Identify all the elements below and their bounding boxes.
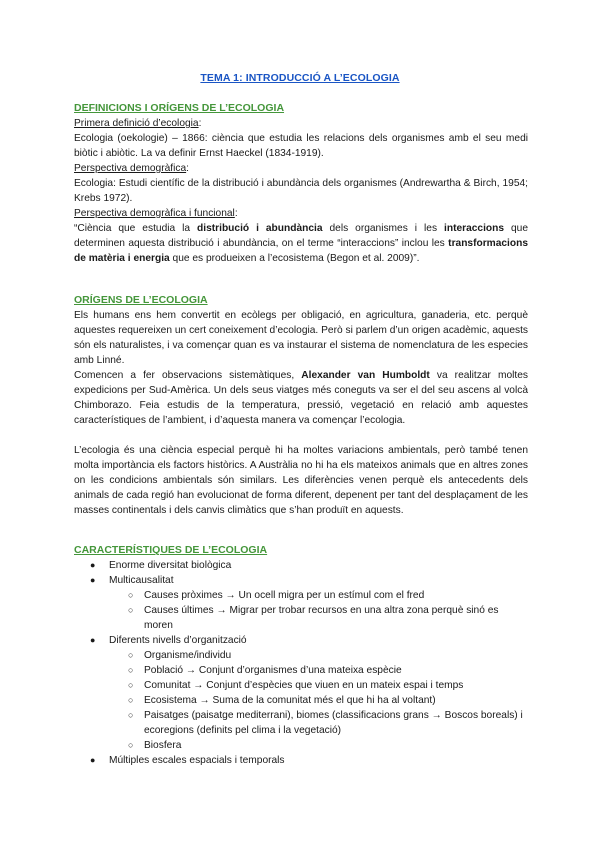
hollow-bullet-icon: ○	[128, 590, 134, 600]
definition-label-2: Perspectiva demogràfica:	[74, 163, 189, 174]
list-item: ○ Causes pròximes → Un ocell migra per un estímul com el fred	[128, 590, 425, 601]
hollow-bullet-icon: ○	[128, 740, 134, 750]
section-origins	[74, 293, 528, 518]
list-item: ○ Comunitat → Conjunt d’espècies que viuen en un mateix espai i temps	[128, 680, 464, 691]
list-item: ○ Biosfera	[128, 740, 182, 751]
origins-paragraph-1: Els humans ens hem convertit en ecòlegs per obligació, en agricultura, ganaderia, etc. perquè aquestes requereixen un cert coneixement d’ecologia. Però si parlem d’un origen acadèmic, aquests són els naturalistes, i va començar quan es va instaurar el sistema de nomenclatura de les especies amb Linné.	[74, 310, 528, 366]
list-item: ○ Ecosistema → Suma de la comunitat més el que hi ha al voltant)	[128, 695, 436, 706]
hollow-bullet-icon: ○	[128, 680, 134, 690]
list-item: ● Múltiples escales espacials i temporals	[90, 755, 285, 766]
origins-paragraph-3: L’ecologia és una ciència especial perquè hi ha moltes variacions ambientals, però també tenen molta importància els factors històrics. A Austràlia no hi ha els mateixos animals que en altres zones on les condicions ambientals són similars. Les diferències venen perquè els antecedents dels animals de cada regió han evolucionat de forma diferent, depenent per tant del desplaçament de les masses continentals i dels canvis climàtics que s’han produït en aquests.	[74, 445, 528, 516]
list-item: ● Enorme diversitat biològica	[90, 560, 232, 571]
bullet-icon: ●	[90, 560, 96, 570]
bullet-icon: ●	[90, 755, 96, 765]
document-title: TEMA 1: INTRODUCCIÓ A L’ECOLOGIA	[200, 72, 400, 84]
definition-label-1: Primera definició d’ecologia:	[74, 118, 202, 129]
list-item: ○ Causes últimes → Migrar per trobar recursos en una altra zona perquè sinó es moren	[128, 605, 499, 631]
list-item: ● Diferents nivells d’organització	[90, 635, 247, 646]
list-item: ○ Paisatges (paisatge mediterrani), biomes (classificacions grans → Boscos boreals) i ecoregions (definits pel clima i la vegetació)	[128, 710, 523, 736]
list-item: ● Multicausalitat	[90, 575, 174, 586]
section-heading-origins: ORÍGENS DE L’ECOLOGIA	[74, 294, 208, 306]
section-heading-definitions: DEFINICIONS I ORÍGENS DE L’ECOLOGIA	[74, 102, 285, 114]
hollow-bullet-icon: ○	[128, 665, 134, 675]
list-item: ○ Organisme/individu	[128, 650, 232, 661]
hollow-bullet-icon: ○	[128, 605, 134, 615]
hollow-bullet-icon: ○	[128, 710, 134, 720]
definition-text-1: Ecologia (oekologie) – 1866: ciència que estudia les relacions dels organismes amb el seu medi biòtic i abiòtic. La va definir Ernst Haeckel (1834-1919).	[74, 133, 528, 159]
origins-paragraph-2: Comencen a fer observacions sistemàtiques, Alexander van Humboldt va realitzar moltes expedicions per Sud-Amèrica. Un dels seus viatges més coneguts va ser el del seu ascens al volcà Chimborazo. Feia estudis de la temperatura, pressió, vegetació en relació amb aquestes característiques de l’ambient, i d’aquesta manera va començar l’ecologia.	[74, 370, 528, 426]
characteristics-list	[74, 558, 528, 768]
bullet-icon: ●	[90, 575, 96, 585]
section-definitions	[74, 101, 528, 266]
list-item: ○ Població → Conjunt d’organismes d’una mateixa espècie	[128, 665, 402, 676]
definition-text-2: Ecologia: Estudi científic de la distribució i abundància dels organismes (Andrewartha & Birch, 1954; Krebs 1972).	[74, 178, 528, 204]
section-characteristics	[74, 543, 528, 768]
definition-label-3: Perspectiva demogràfica i funcional:	[74, 208, 238, 219]
bullet-icon: ●	[90, 635, 96, 645]
hollow-bullet-icon: ○	[128, 650, 134, 660]
definition-text-3: “Ciència que estudia la distribució i abundància dels organismes i les interaccions que determinen aquesta distribució i abundància, on el terme “interaccions” inclou les transformacions de matèria i energia que es produeixen a l’ecosistema (Begon et al. 2009)”.	[74, 223, 529, 264]
hollow-bullet-icon: ○	[128, 695, 134, 705]
section-heading-characteristics: CARACTERÍSTIQUES DE L’ECOLOGIA	[74, 544, 268, 556]
